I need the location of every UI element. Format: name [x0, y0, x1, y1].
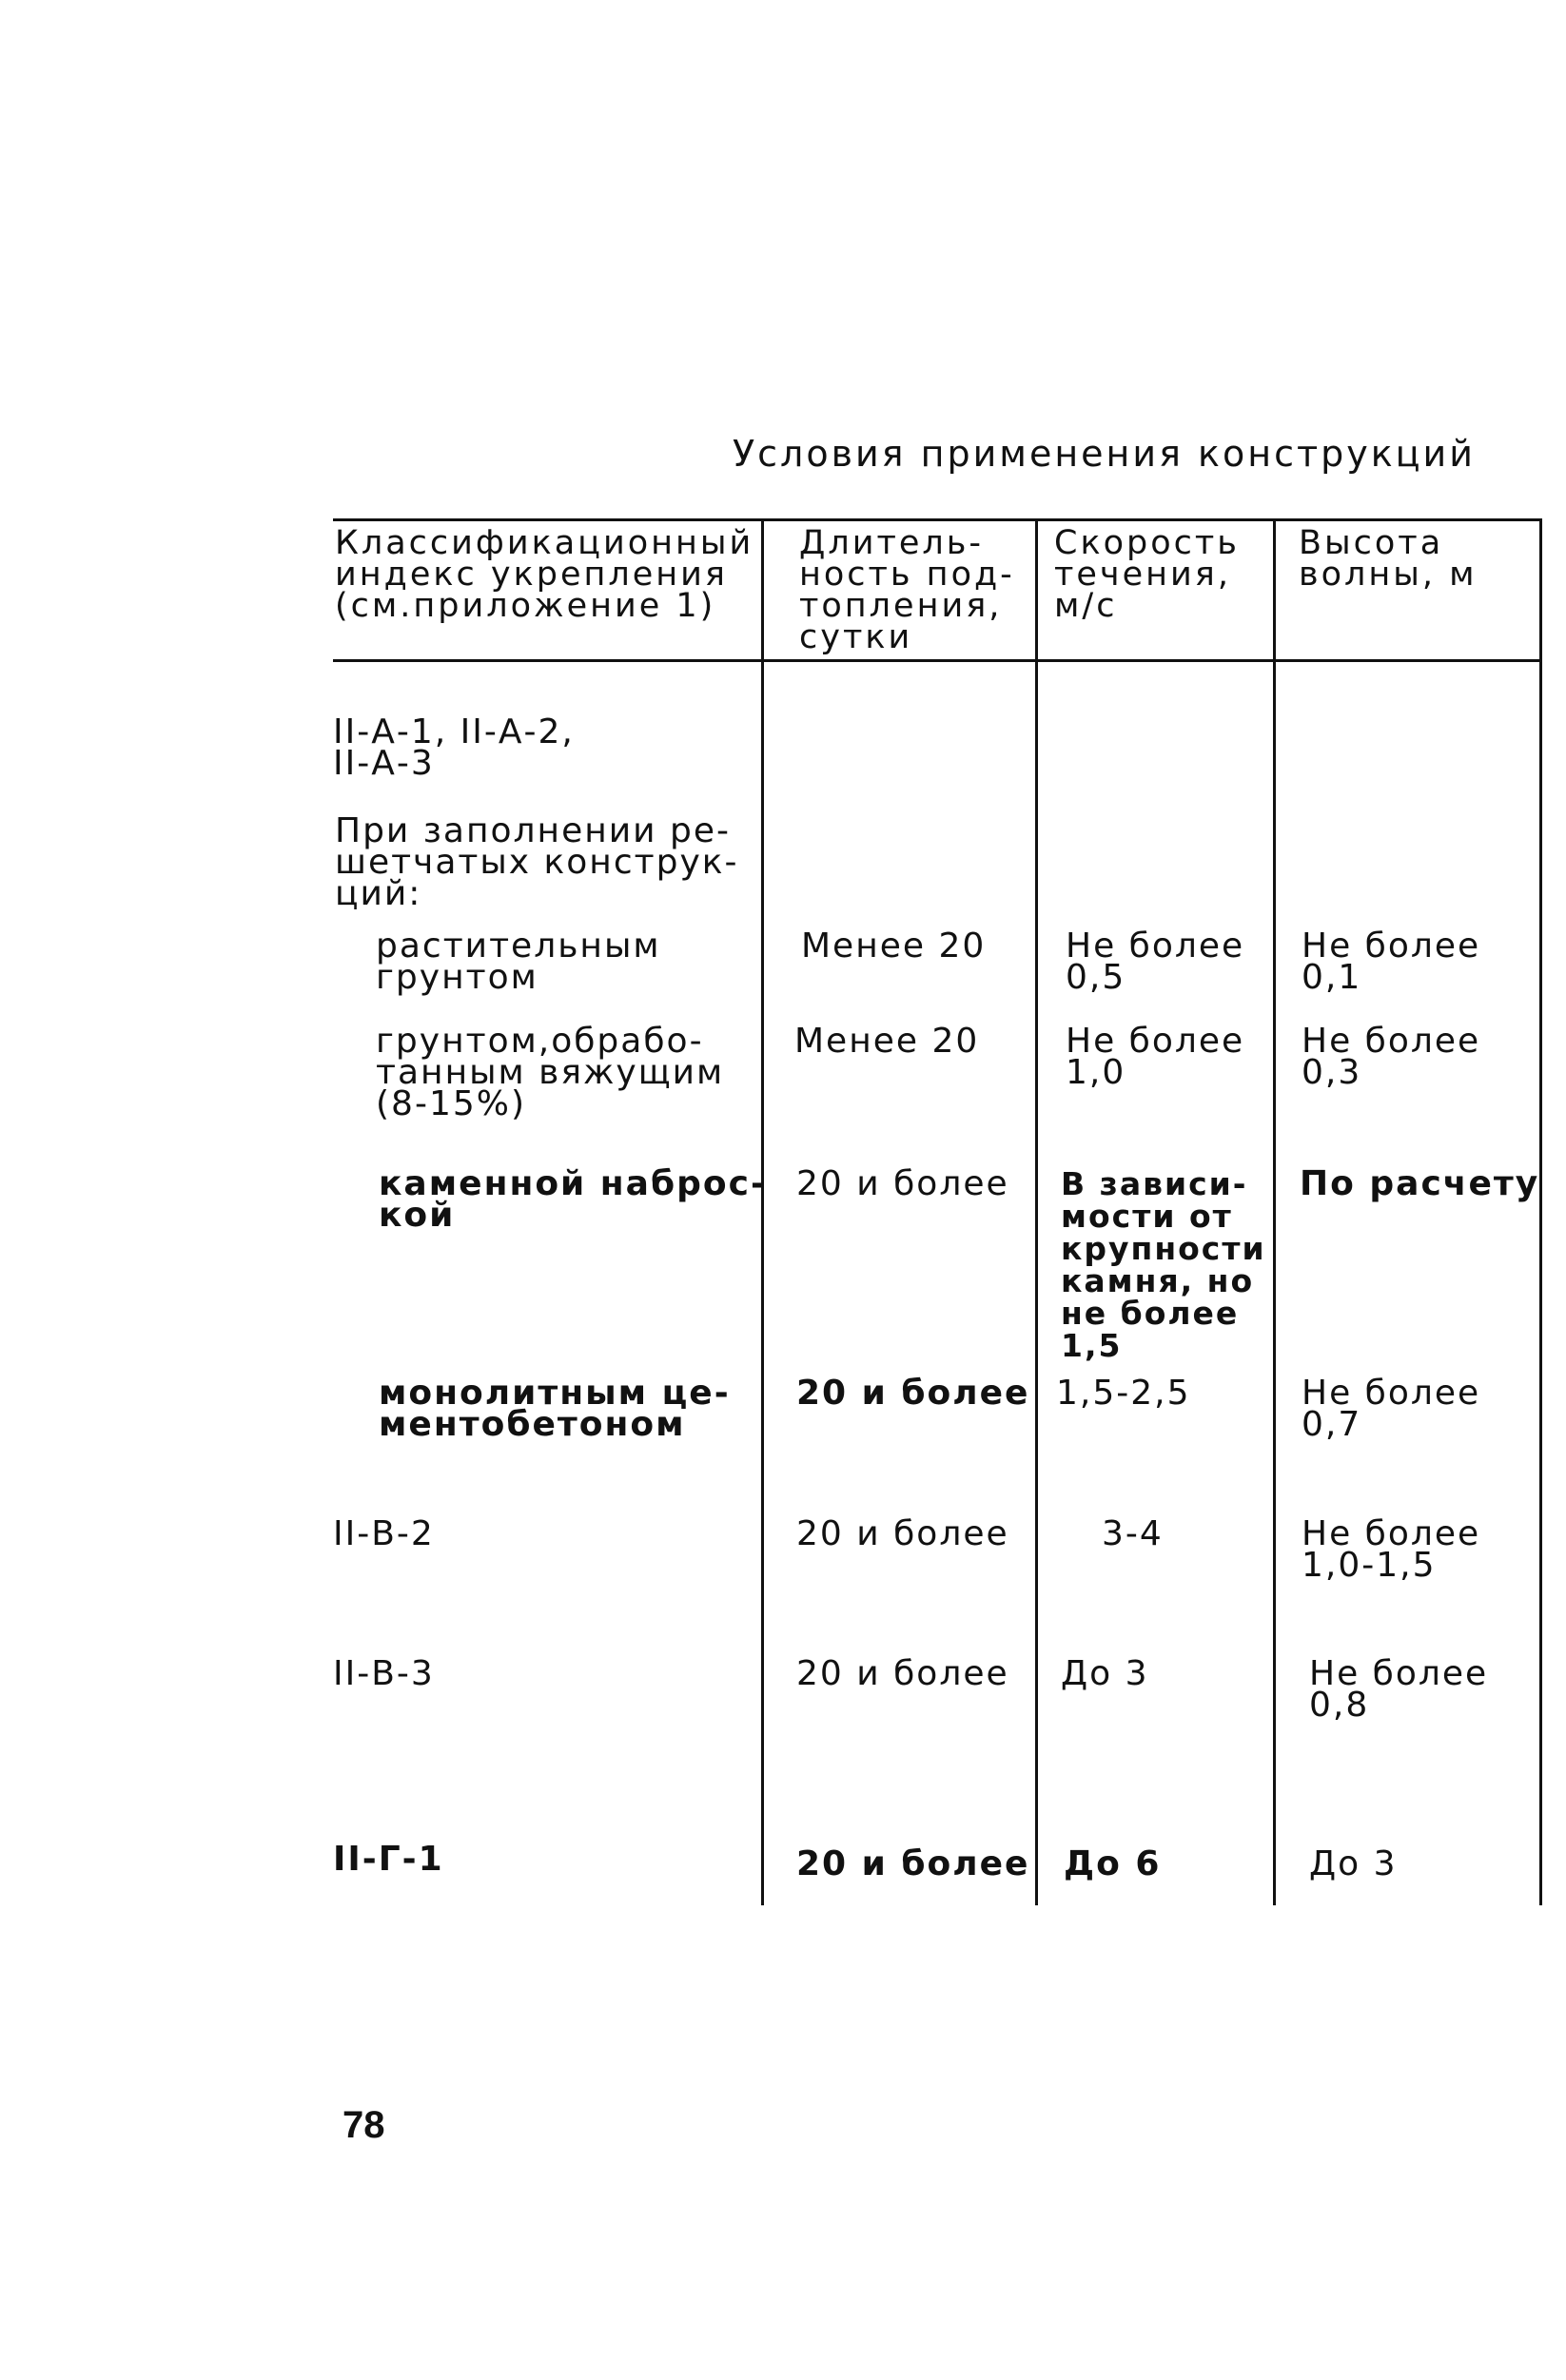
- header-classification-index: Классификационный индекс укрепления (см.приложение 1): [335, 524, 754, 625]
- cell-vegetative-soil: растительным грунтом: [376, 927, 661, 997]
- cell-monolithic-concrete: монолитным це- ментобетоном: [379, 1374, 731, 1444]
- cell-concrete-wave: Не более 0,7: [1302, 1374, 1481, 1444]
- cell-index-group: II-А-1, II-А-2, II-А-3: [333, 712, 575, 783]
- cell-II-G-1-wave: До 3: [1309, 1844, 1398, 1883]
- cell-II-B-2-velocity: 3-4: [1102, 1514, 1164, 1553]
- column-divider-3: [1273, 518, 1276, 1905]
- table-top-rule: [333, 518, 1541, 521]
- page-number: 78: [343, 2104, 385, 2146]
- header-wave-height: Высота волны, м: [1299, 524, 1478, 594]
- cell-index-II-B-3: II-В-3: [333, 1654, 435, 1693]
- cell-treated-duration: Менее 20: [794, 1022, 980, 1061]
- cell-treated-velocity: Не более 1,0: [1066, 1022, 1245, 1092]
- column-divider-right: [1539, 518, 1542, 1905]
- cell-concrete-duration: 20 и более: [796, 1374, 1030, 1413]
- cell-II-B-2-wave: Не более 1,0-1,5: [1302, 1514, 1481, 1585]
- cell-II-B-3-duration: 20 и более: [796, 1654, 1009, 1693]
- cell-II-B-2-duration: 20 и более: [796, 1514, 1009, 1553]
- cell-II-B-3-velocity: До 3: [1061, 1654, 1149, 1693]
- cell-grid-fill-label: При заполнении ре- шетчатых конструк- ций:: [335, 811, 739, 913]
- cell-II-G-1-velocity: До 6: [1064, 1844, 1162, 1883]
- cell-II-B-3-wave: Не более 0,8: [1309, 1654, 1489, 1725]
- cell-concrete-velocity: 1,5-2,5: [1056, 1374, 1191, 1413]
- table-title: Условия применения конструкций: [733, 433, 1476, 475]
- cell-vegetative-duration: Менее 20: [801, 927, 987, 966]
- column-divider-2: [1035, 518, 1038, 1905]
- cell-stone-velocity: В зависи- мости от крупности камня, но не более 1,5: [1061, 1165, 1266, 1364]
- header-flood-duration: Длитель- ность под- топления, сутки: [799, 524, 1015, 656]
- cell-vegetative-wave: Не более 0,1: [1302, 927, 1481, 997]
- header-bottom-rule: [333, 659, 1541, 662]
- cell-vegetative-velocity: Не более 0,5: [1066, 927, 1245, 997]
- cell-index-II-G-1: II-Г-1: [333, 1840, 444, 1879]
- cell-stone-duration: 20 и более: [796, 1164, 1009, 1203]
- cell-treated-wave: Не более 0,3: [1302, 1022, 1481, 1092]
- cell-treated-soil: грунтом,обрабо- танным вяжущим (8-15%): [376, 1022, 725, 1123]
- header-flow-velocity: Скорость течения, м/с: [1054, 524, 1240, 625]
- cell-II-G-1-duration: 20 и более: [796, 1844, 1030, 1883]
- cell-stone-fill: каменной наброс- кой: [379, 1164, 767, 1235]
- cell-stone-wave: По расчету: [1300, 1164, 1540, 1203]
- cell-index-II-B-2: II-В-2: [333, 1514, 435, 1553]
